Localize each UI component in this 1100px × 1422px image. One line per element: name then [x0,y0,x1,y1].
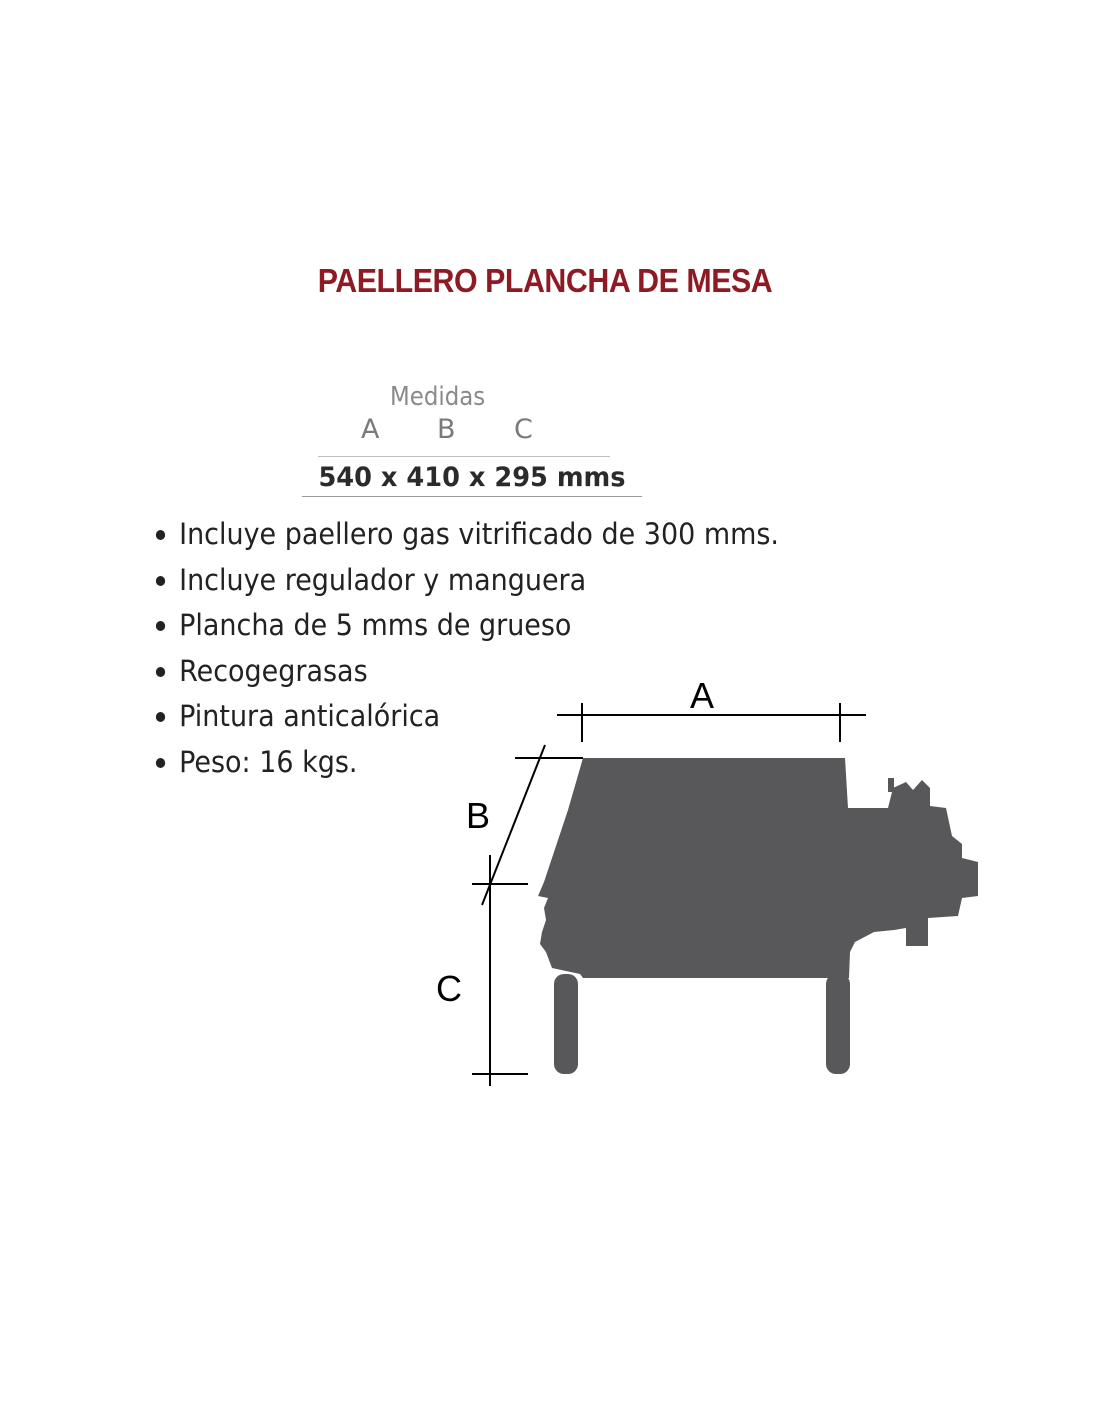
griddle-body [538,758,978,978]
feature-text: Pintura anticalórica [179,699,441,733]
measure-column-c: C [514,414,533,445]
measure-column-b: B [437,414,456,445]
measures-label: Medidas [390,382,486,412]
product-title: PAELLERO PLANCHA DE MESA [317,262,773,299]
dimension-b-label: B [466,795,491,836]
dimension-b-line [482,745,545,905]
measure-column-a: A [361,414,380,445]
feature-text: Peso: 16 kgs. [179,744,358,779]
griddle-silhouette [538,758,978,1074]
griddle-leg-right [826,974,850,1074]
feature-text: Plancha de 5 mms de grueso [179,608,572,642]
feature-text: Incluye paellero gas vitrificado de 300 mms. [179,517,780,551]
griddle-leg-left [554,974,578,1074]
feature-text: Incluye regulador y manguera [179,562,587,597]
dimension-c-label: C [436,968,462,1009]
dimension-a-label: A [690,675,715,716]
measures-value: 540 x 410 x 295 mms [318,462,626,493]
feature-text: Recogegrasas [179,653,368,688]
griddle-knob [888,778,894,792]
